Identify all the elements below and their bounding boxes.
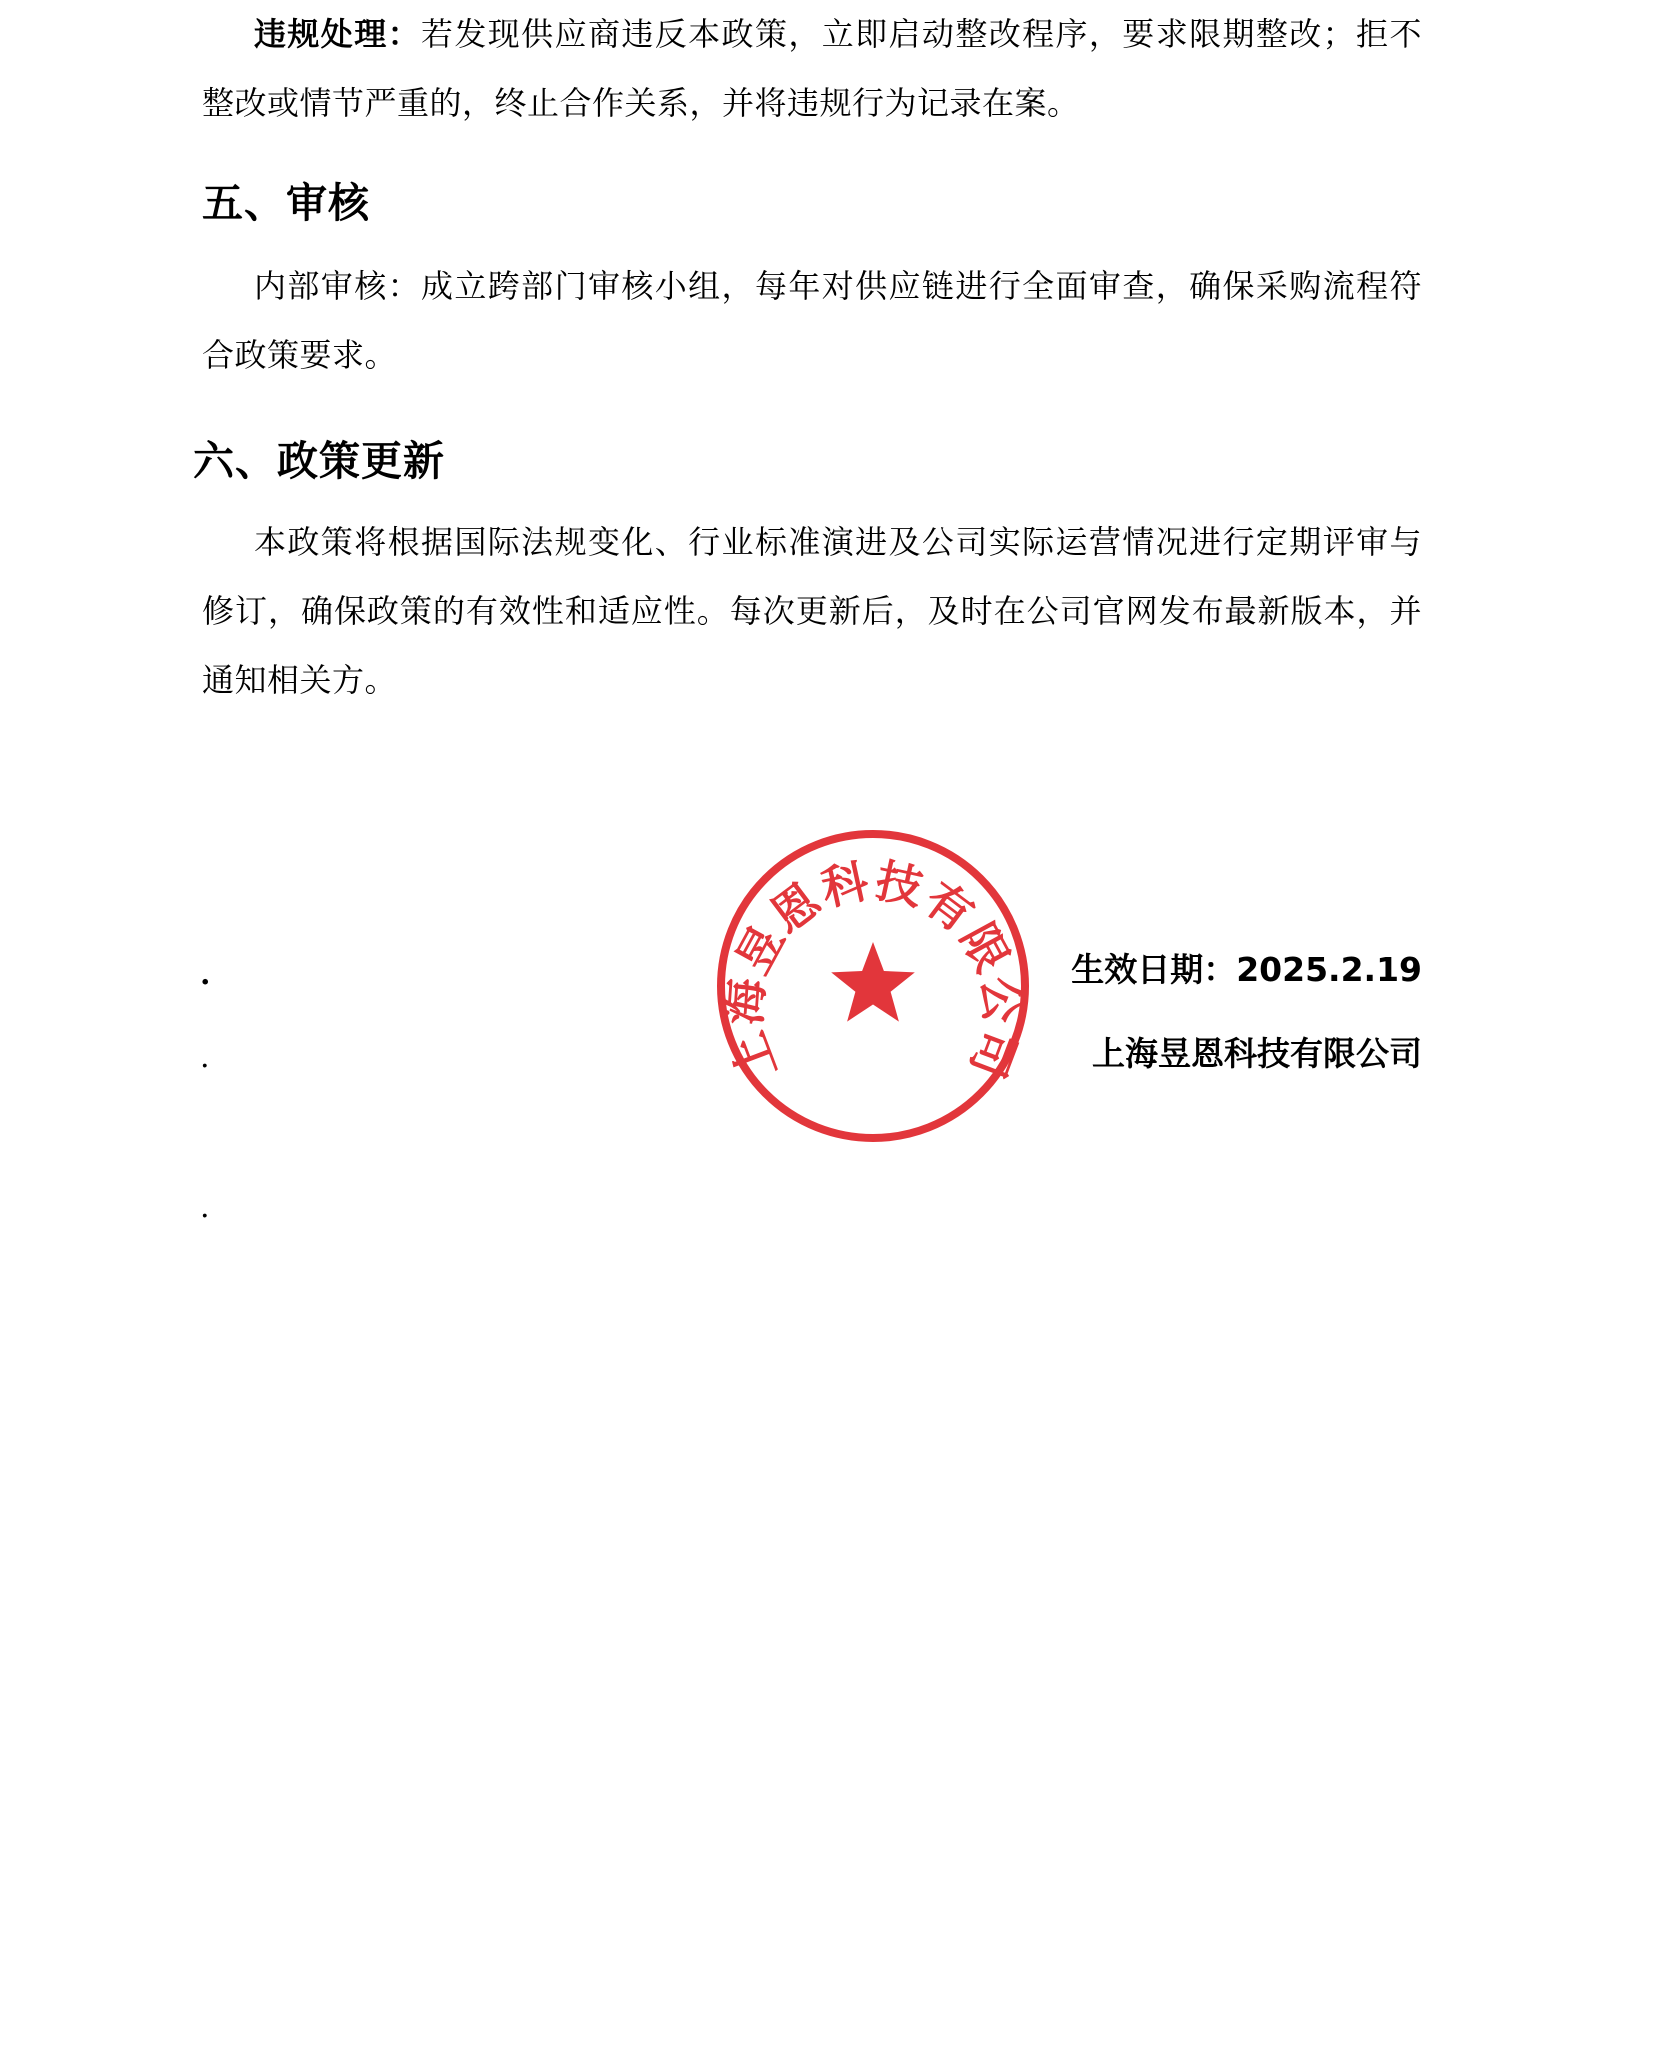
- violation-text: 若发现供应商违反本政策，立即启动整改程序，要求限期整改；拒不整改或情节严重的，终止合作关系，并将违规行为记录在案。: [202, 15, 1422, 122]
- section-five-paragraph: 内部审核：成立跨部门审核小组，每年对供应链进行全面审查，确保采购流程符合政策要求。: [202, 267, 1422, 374]
- section-six-heading: 六、政策更新: [193, 437, 445, 485]
- section-five-heading: 五、审核: [202, 179, 370, 227]
- section-six-paragraph: 本政策将根据国际法规变化、行业标准演进及公司实际运营情况进行定期评审与修订，确保政策的有效性和适应性。每次更新后，及时在公司官网发布最新版本，并通知相关方。: [202, 523, 1422, 699]
- company-seal-stamp: [712, 825, 1034, 1147]
- dot-marker: .: [200, 1040, 210, 1075]
- effective-date: 生效日期：2025.2.19: [1071, 950, 1422, 989]
- star-icon: [831, 942, 915, 1022]
- violation-label: 违规处理：: [254, 15, 421, 53]
- dot-marker: .: [200, 957, 211, 992]
- seal-arc-text: 上海昱恩科技有限公司: [716, 853, 1030, 1087]
- company-name: 上海昱恩科技有限公司: [1092, 1034, 1422, 1073]
- violation-paragraph: [202, 0, 1422, 138]
- dot-marker: .: [200, 1190, 210, 1225]
